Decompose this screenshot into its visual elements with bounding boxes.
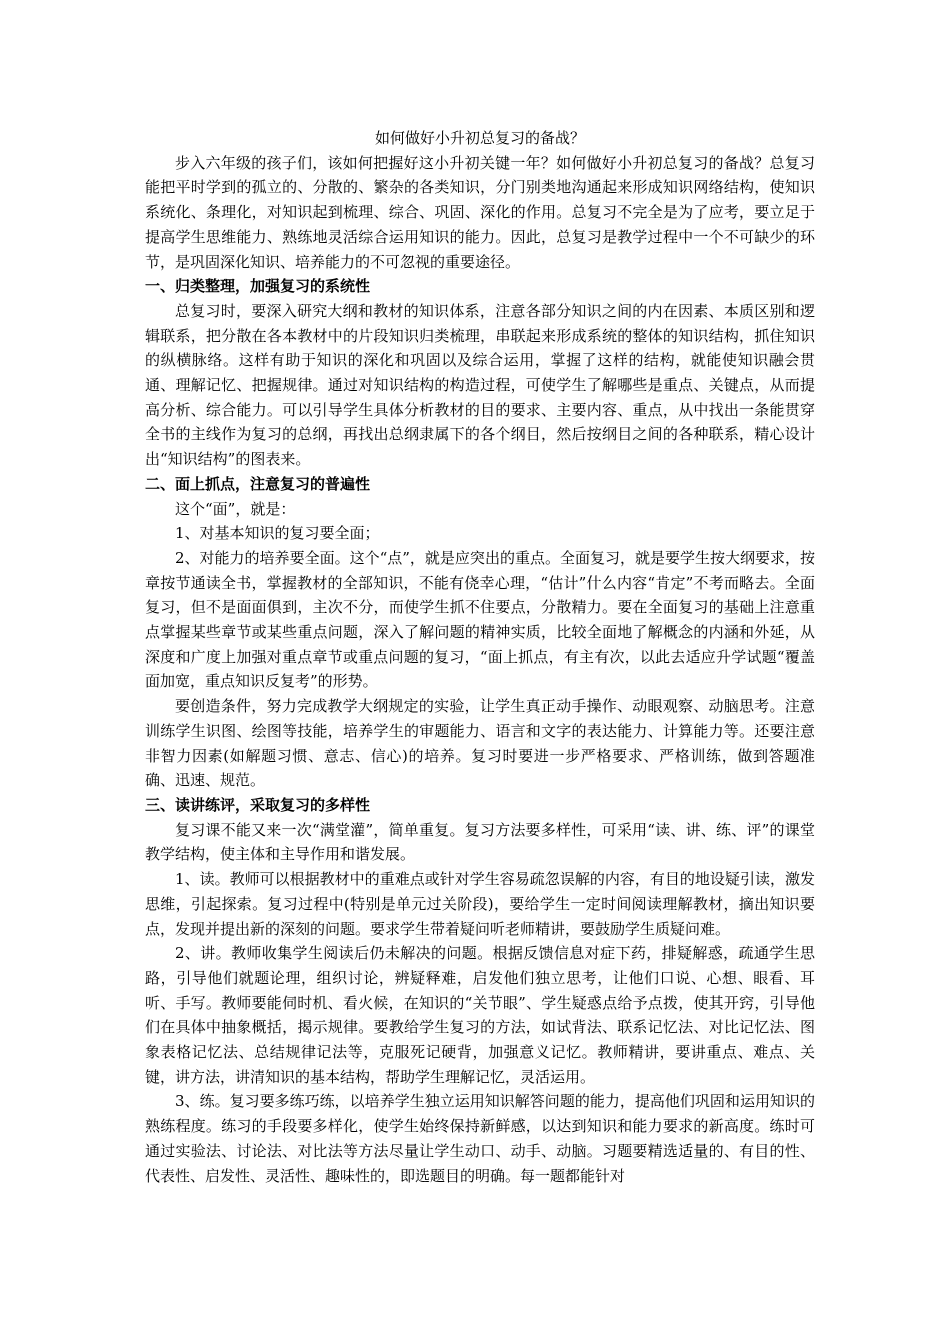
- section-2-paragraph-1: 这个“面”，就是：: [175, 499, 296, 518]
- section-heading-2: 二、面上抓点，注意复习的普遍性: [145, 474, 371, 493]
- document-body: [145, 126, 815, 1188]
- section-3-paragraph-read: 1、读。教师可以根据教材中的重难点或针对学生容易疏忽误解的内容，有目的地设疑引读，激发思维，引起探索。复习过程中(特别是单元过关阶段)，要给学生一定时间阅读理解教材，摘出知识要点，发现并提出新的深刻的问题。要求学生带着疑问听老师精讲，要鼓励学生质疑问难。: [145, 870, 815, 938]
- section-2-paragraph-2: 1、对基本知识的复习要全面；: [175, 524, 380, 543]
- section-1-paragraph: 总复习时，要深入研究大纲和教材的知识体系，注意各部分知识之间的内在因素、本质区别和逻辑联系，把分散在各本教材中的片段知识归类梳理，串联起来形成系统的整体的知识结构，抓住知识的纵横脉络。这样有助于知识的深化和巩固以及综合运用，掌握了这样的结构，就能使知识融会贯通、理解记忆、把握规律。通过对知识结构的构造过程，可使学生了解哪些是重点、关键点，从而提高分析、综合能力。可以引导学生具体分析教材的目的要求、主要内容、重点，从中找出一条能贯穿全书的主线作为复习的总纲，再找出总纲隶属下的各个纲目，然后按纲目之间的各种联系，精心设计出“知识结构”的图表来。: [145, 301, 815, 469]
- section-3-paragraph-practice: 3、练。复习要多练巧练，以培养学生独立运用知识解答问题的能力，提高他们巩固和运用知识的熟练程度。练习的手段要多样化，使学生始终保持新鲜感，以达到知识和能力要求的新高度。练时可通过实验法、讨论法、对比法等方法尽量让学生动口、动手、动脑。习题要精选适量的、有目的性、代表性、启发性、灵活性、趣味性的，即选题目的明确。每一题都能针对: [145, 1092, 815, 1185]
- section-heading-3: 三、读讲练评，采取复习的多样性: [145, 795, 371, 814]
- section-3-paragraph-1: 复习课不能又来一次“满堂灌”，简单重复。复习方法要多样性，可采用“读、讲、练、评”的课堂教学结构，使主体和主导作用和谐发展。: [145, 820, 815, 864]
- section-heading-1: 一、归类整理，加强复习的系统性: [145, 277, 371, 296]
- intro-paragraph: 步入六年级的孩子们，该如何把握好这小升初关键一年？如何做好小升初总复习的备战？总复习能把平时学到的孤立的、分散的、繁杂的各类知识，分门别类地沟通起来形成知识网络结构，使知识系统化、条理化，对知识起到梳理、综合、巩固、深化的作用。总复习不完全是为了应考，要立足于提高学生思维能力、熟练地灵活综合运用知识的能力。因此，总复习是教学过程中一个不可缺少的环节，是巩固深化知识、培养能力的不可忽视的重要途径。: [145, 153, 815, 271]
- document-title: 如何做好小升初总复习的备战？: [374, 129, 585, 147]
- section-2-paragraph-3: 2、对能力的培养要全面。这个“点”，就是应突出的重点。全面复习，就是要学生按大纲要求，按章按节通读全书，掌握教材的全部知识，不能有侥幸心理，“估计”什么内容“肯定”不考而略去。全面复习，但不是面面俱到，主次不分，而使学生抓不住要点，分散精力。要在全面复习的基础上注意重点掌握某些章节或某些重点问题，深入了解问题的精神实质，比较全面地了解概念的内涵和外延，从深度和广度上加强对重点章节或重点问题的复习，“面上抓点，有主有次，以此去适应升学试题“覆盖面加宽，重点知识反复考”的形势。: [145, 548, 815, 691]
- section-2-paragraph-4: 要创造条件，努力完成教学大纲规定的实验，让学生真正动手操作、动眼观察、动脑思考。注意训练学生识图、绘图等技能，培养学生的审题能力、语言和文字的表达能力、计算能力等。还要注意非智力因素(如解题习惯、意志、信心)的培养。复习时要进一步严格要求、严格训练，做到答题准确、迅速、规范。: [145, 697, 815, 790]
- section-3-paragraph-lecture: 2、讲。教师收集学生阅读后仍未解决的问题。根据反馈信息对症下药，排疑解惑，疏通学生思路，引导他们就题论理，组织讨论，辨疑释难，启发他们独立思考，让他们口说、心想、眼看、耳听、手写。教师要能伺时机、看火候，在知识的“关节眼”、学生疑惑点给予点拨，使其开窍，引导他们在具体中抽象概括，揭示规律。要教给学生复习的方法，如试背法、联系记忆法、对比记忆法、图象表格记忆法、总结规律记法等，克服死记硬背，加强意义记忆。教师精讲，要讲重点、难点、关键，讲方法，讲清知识的基本结构，帮助学生理解记忆，灵活运用。: [145, 944, 815, 1086]
